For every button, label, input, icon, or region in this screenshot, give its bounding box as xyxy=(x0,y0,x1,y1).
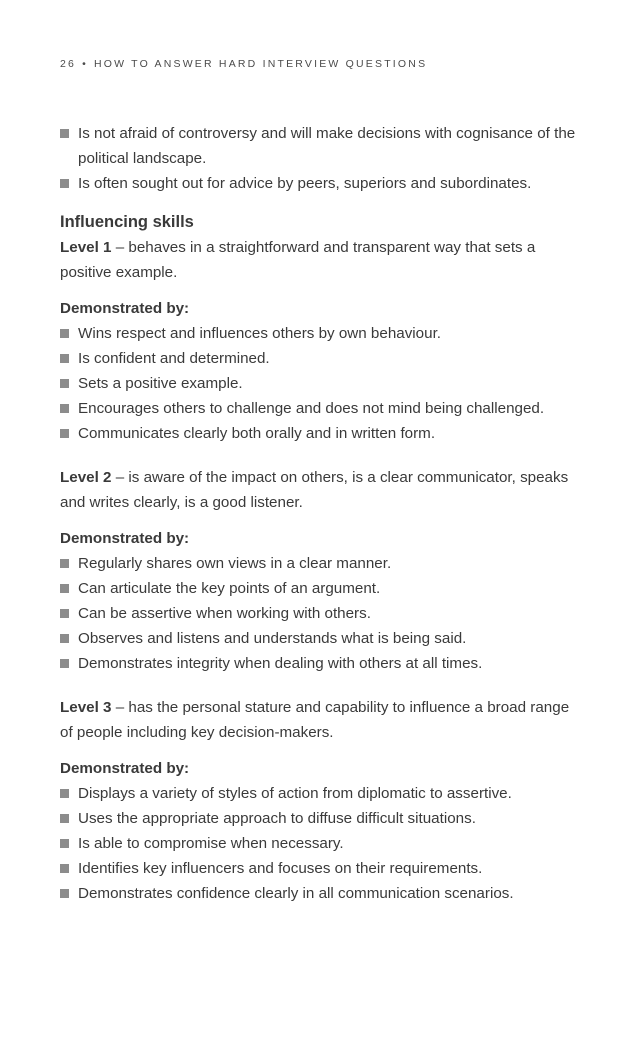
level-text: – has the personal stature and capability to influence a broad range of people including key decision-makers. xyxy=(60,699,570,741)
square-bullet-icon xyxy=(60,379,69,388)
bullet-text: Identifies key influencers and focuses on their requirements. xyxy=(78,860,483,877)
square-bullet-icon xyxy=(60,609,69,618)
demonstrated-by-heading: Demonstrated by: xyxy=(60,530,190,547)
bullet-text: Uses the appropriate approach to diffuse difficult situations. xyxy=(78,810,476,827)
list-item xyxy=(60,856,580,881)
bullet-text: Demonstrates confidence clearly in all communication scenarios. xyxy=(78,885,514,902)
bullet-text: Wins respect and influences others by own behaviour. xyxy=(78,325,442,342)
bullet-text: Is able to compromise when necessary. xyxy=(78,835,344,852)
list-item xyxy=(60,806,580,831)
square-bullet-icon xyxy=(60,329,69,338)
bullet-text: Observes and listens and understands what is being said. xyxy=(78,630,467,647)
list-item xyxy=(60,626,580,651)
book-title: HOW TO ANSWER HARD INTERVIEW QUESTIONS xyxy=(93,58,428,70)
square-bullet-icon xyxy=(60,659,69,668)
level-3-bullet-list xyxy=(60,781,580,906)
level-text: – is aware of the impact on others, is a clear communicator, speaks and writes clearly, is a good listener. xyxy=(60,469,569,511)
bullet-text: Encourages others to challenge and does not mind being challenged. xyxy=(78,400,545,417)
square-bullet-icon xyxy=(60,814,69,823)
level-description xyxy=(60,695,580,745)
header-separator: • xyxy=(82,58,88,70)
square-bullet-icon xyxy=(60,129,69,138)
list-item xyxy=(60,421,580,446)
bullet-text: Demonstrates integrity when dealing with others at all times. xyxy=(78,655,483,672)
list-item xyxy=(60,321,580,346)
square-bullet-icon xyxy=(60,634,69,643)
square-bullet-icon xyxy=(60,354,69,363)
square-bullet-icon xyxy=(60,404,69,413)
level-1-block xyxy=(60,235,580,446)
level-2-bullet-list xyxy=(60,551,580,676)
square-bullet-icon xyxy=(60,789,69,798)
level-2-block xyxy=(60,465,580,676)
square-bullet-icon xyxy=(60,559,69,568)
level-label: Level 1 xyxy=(60,239,112,256)
level-label: Level 2 xyxy=(60,469,112,486)
list-item xyxy=(60,396,580,421)
list-item xyxy=(60,881,580,906)
bullet-text: Can be assertive when working with others. xyxy=(78,605,371,622)
level-description xyxy=(60,465,580,515)
bullet-text: Sets a positive example. xyxy=(78,375,243,392)
bullet-text: Is often sought out for advice by peers, superiors and subordinates. xyxy=(78,175,532,192)
page-content xyxy=(60,121,580,906)
intro-bullet-list xyxy=(60,121,580,196)
list-item xyxy=(60,831,580,856)
list-item xyxy=(60,551,580,576)
square-bullet-icon xyxy=(60,864,69,873)
section-title: Influencing skills xyxy=(60,213,194,231)
bullet-text: Regularly shares own views in a clear manner. xyxy=(78,555,392,572)
level-description xyxy=(60,235,580,285)
bullet-text: Is not afraid of controversy and will make decisions with cognisance of the political landscape. xyxy=(78,125,576,167)
bullet-text: Is confident and determined. xyxy=(78,350,270,367)
list-item xyxy=(60,171,580,196)
square-bullet-icon xyxy=(60,584,69,593)
square-bullet-icon xyxy=(60,429,69,438)
bullet-text: Can articulate the key points of an argument. xyxy=(78,580,381,597)
list-item xyxy=(60,371,580,396)
list-item xyxy=(60,346,580,371)
list-item xyxy=(60,781,580,806)
square-bullet-icon xyxy=(60,179,69,188)
level-3-block xyxy=(60,695,580,906)
level-1-bullet-list xyxy=(60,321,580,446)
square-bullet-icon xyxy=(60,839,69,848)
page-number: 26 xyxy=(60,58,77,70)
list-item xyxy=(60,651,580,676)
demonstrated-by-heading: Demonstrated by: xyxy=(60,760,190,777)
square-bullet-icon xyxy=(60,889,69,898)
level-label: Level 3 xyxy=(60,699,112,716)
running-header xyxy=(60,58,427,70)
list-item xyxy=(60,576,580,601)
demonstrated-by-heading: Demonstrated by: xyxy=(60,300,190,317)
bullet-text: Communicates clearly both orally and in written form. xyxy=(78,425,436,442)
level-text: – behaves in a straightforward and transparent way that sets a positive example. xyxy=(60,239,536,281)
list-item xyxy=(60,601,580,626)
list-item xyxy=(60,121,580,171)
bullet-text: Displays a variety of styles of action from diplomatic to assertive. xyxy=(78,785,512,802)
